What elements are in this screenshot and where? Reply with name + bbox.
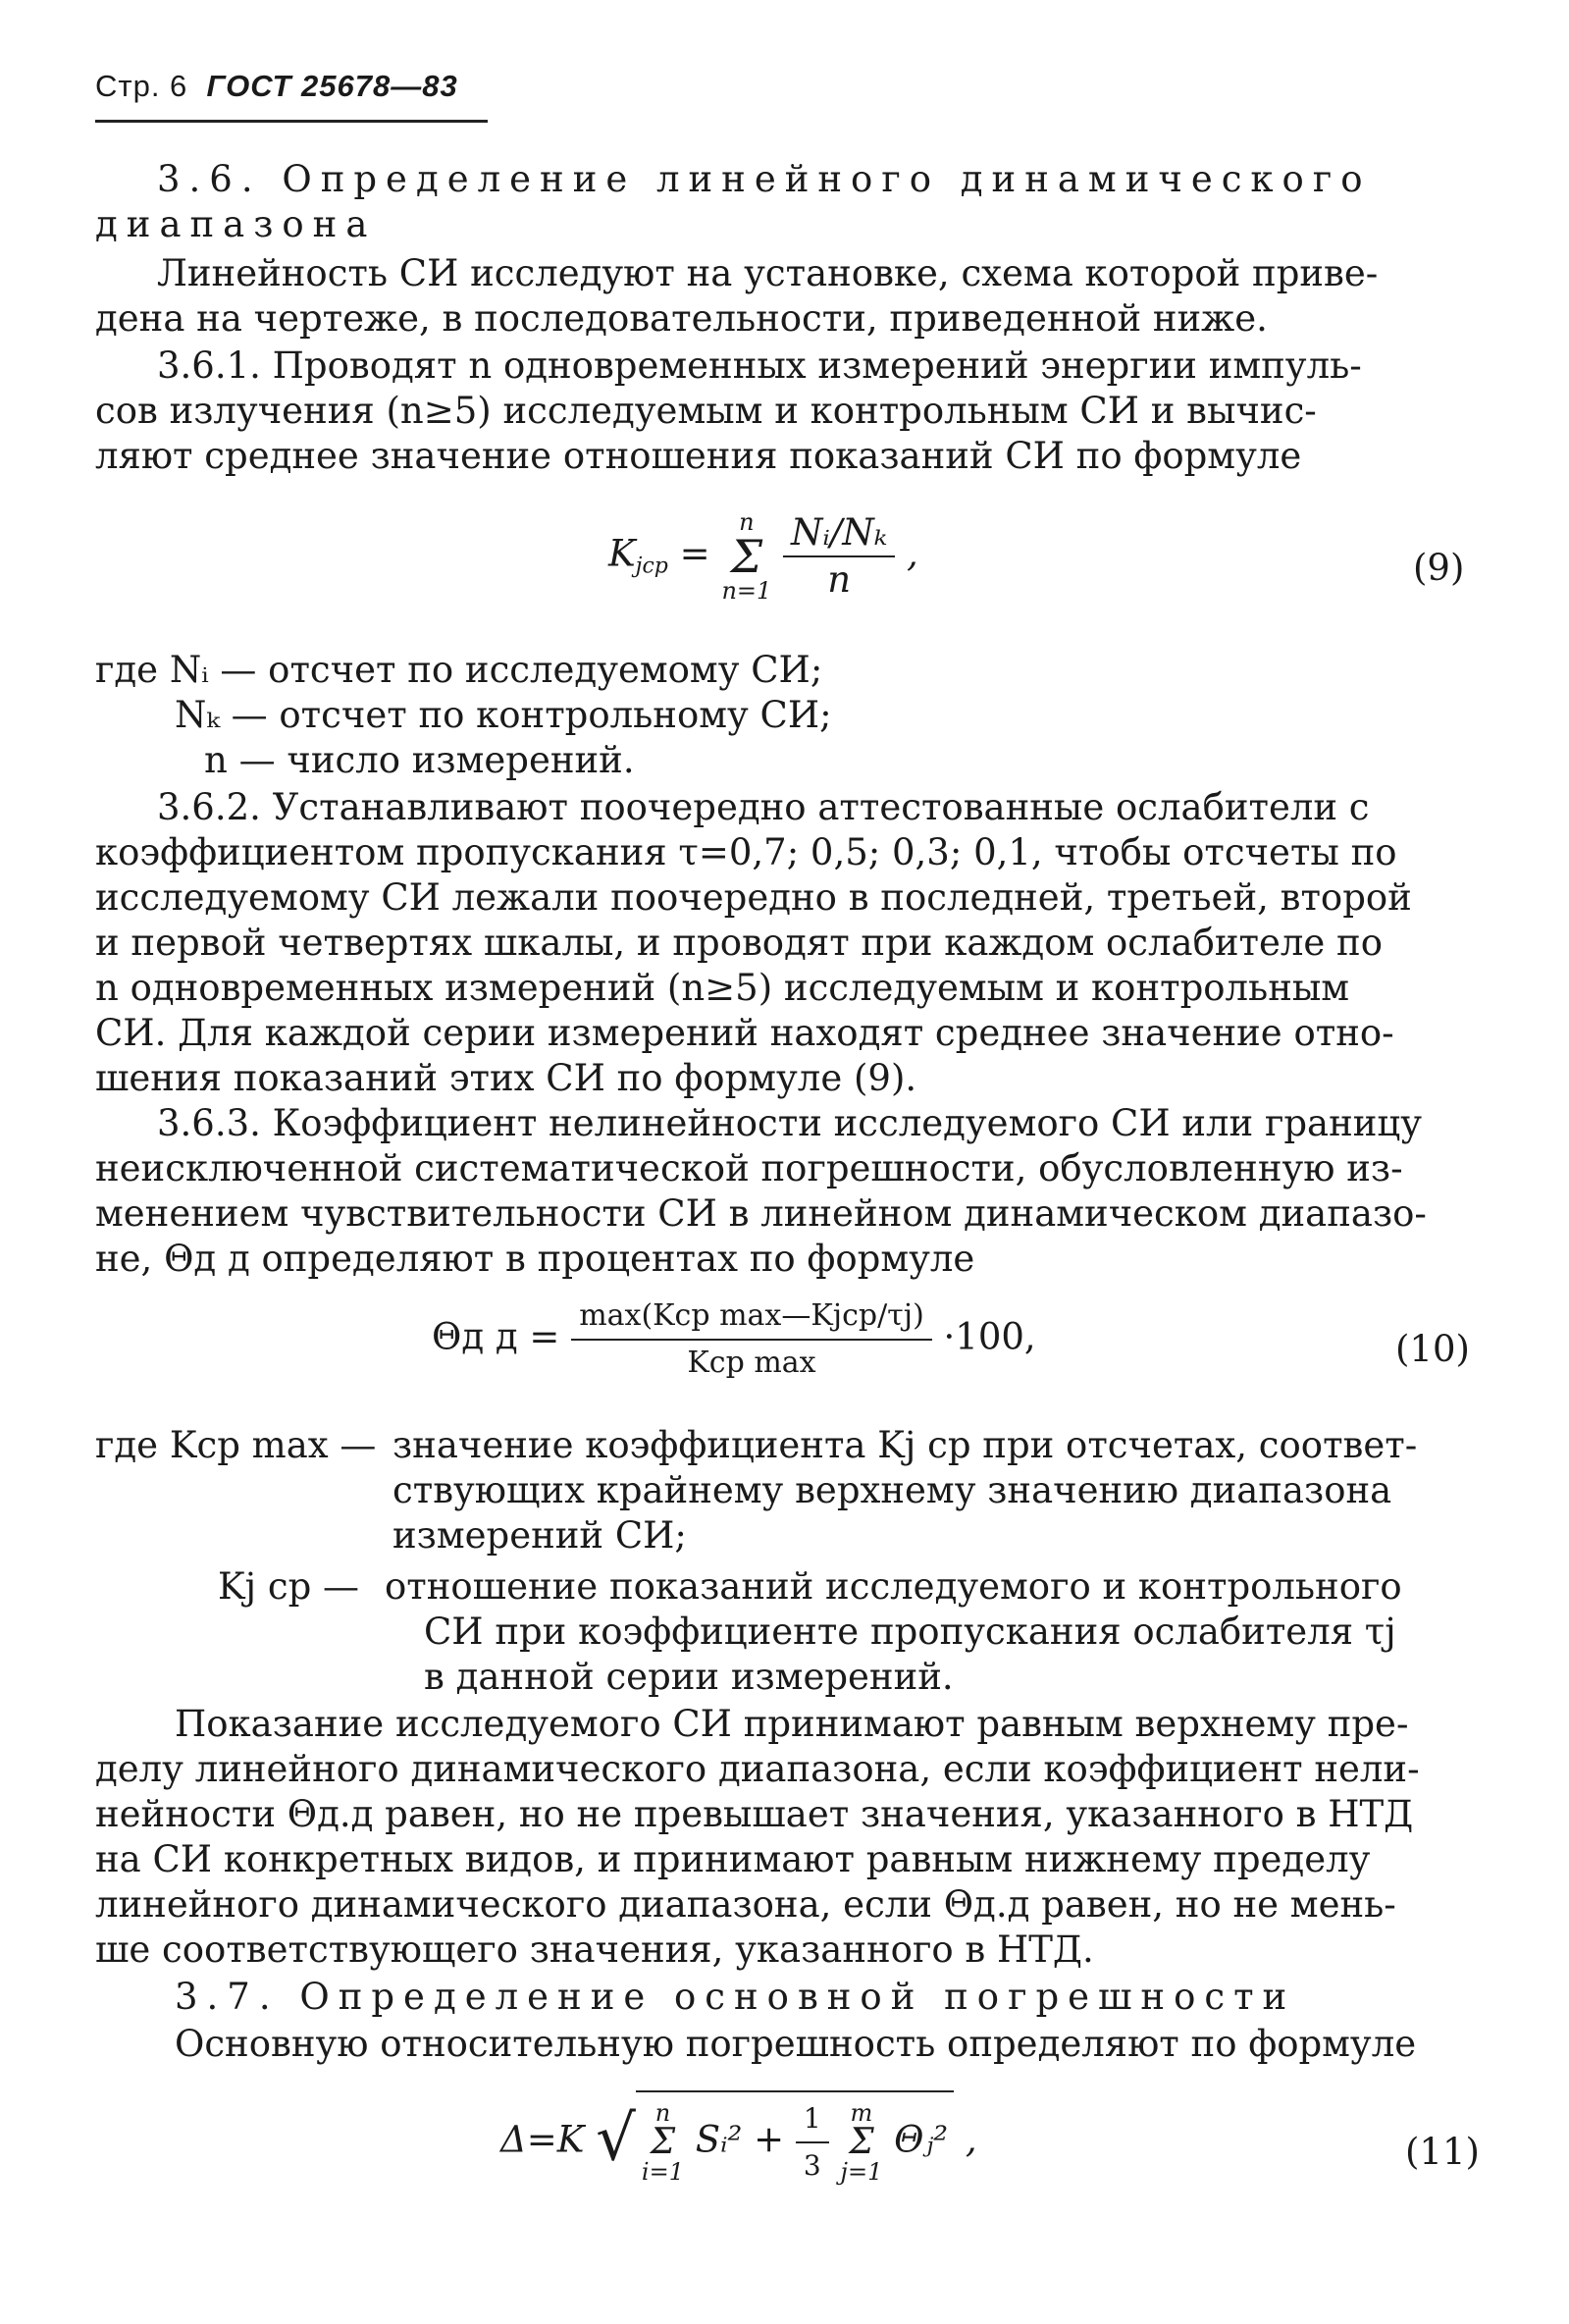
section-title-a: Определение линейного динамического	[282, 158, 1372, 200]
page-number: Стр. 6	[95, 69, 188, 103]
sigma-symbol: Σ	[849, 2122, 874, 2162]
para-line-6: ше соответствующего значения, указанного в НТД.	[95, 1928, 1094, 1971]
formula-9	[608, 510, 918, 603]
f11-frac-den: 3	[803, 2149, 821, 2182]
s362-line-2: коэффициентом пропускания τ=0,7; 0,5; 0,3; 0,1, чтобы отсчеты по	[95, 831, 1397, 873]
sqrt-icon: √	[596, 2102, 636, 2176]
f9-sum	[721, 510, 771, 603]
where10-a-line-1: значение коэффициента Kj ср при отсчетах, соответ-	[392, 1424, 1418, 1466]
f9-numerator: Nᵢ/Nₖ	[783, 510, 895, 557]
f11-sum1-bottom: i=1	[641, 2158, 684, 2186]
para-line-2: делу линейного динамического диапазона, если коэффициент нели-	[95, 1748, 1420, 1790]
f9-sum-top: n	[739, 508, 755, 536]
para-line-1: Показание исследуемого СИ принимают равным верхнему пре-	[175, 1703, 1409, 1745]
f9-eq: =	[679, 532, 710, 575]
s361-line-2: сов излучения (n≥5) исследуемым и контрольным СИ и вычис-	[95, 390, 1317, 432]
where10-b-line-1: отношение показаний исследуемого и контрольного	[385, 1565, 1402, 1608]
page-header	[95, 69, 458, 104]
f11-fraction	[796, 2096, 829, 2189]
section-3-7-number: 3.7.	[175, 1976, 280, 2018]
f10-numerator: max(Kср max—Kjср/τj)	[571, 1294, 932, 1341]
formula-9-label: (9)	[1413, 547, 1465, 589]
f10-tail: ·100,	[943, 1315, 1036, 1358]
intro-line-1: Линейность СИ исследуют на установке, схема которой приве-	[157, 252, 1379, 294]
where9-line-1: где Nᵢ — отсчет по исследуемому СИ;	[95, 649, 823, 691]
f9-lhs: K	[608, 532, 636, 575]
formula-10-label: (10)	[1395, 1328, 1470, 1370]
f10-lhs: Θд д =	[432, 1315, 560, 1358]
s361-line-3: ляют среднее значение отношения показаний СИ по формуле	[95, 435, 1302, 477]
s362-line-3: исследуемому СИ лежали поочередно в последней, третьей, второй	[95, 876, 1412, 919]
s362-line-4: и первой четвертях шкалы, и проводят при каждом ослабителе по	[95, 922, 1383, 964]
section-number: 3.6.	[157, 158, 262, 200]
where10-a-line-3: измерений СИ;	[392, 1514, 687, 1557]
where10-b-head: Kj ср —	[218, 1565, 360, 1608]
f11-sum-2	[841, 2101, 883, 2184]
f11-lhs: Δ=K	[500, 2118, 585, 2161]
gost-number: ГОСТ 25678—83	[206, 69, 458, 103]
section-3-6-heading	[157, 157, 1482, 202]
header-rule	[95, 120, 488, 123]
where9-line-3: n — число измерений.	[204, 739, 635, 781]
f11-sum-1	[642, 2101, 684, 2184]
para-line-4: на СИ конкретных видов, и принимают равным нижнему пределу	[95, 1838, 1371, 1880]
s362-line-5: n одновременных измерений (n≥5) исследуемым и контрольным	[95, 967, 1350, 1009]
f9-tail: ,	[906, 532, 918, 575]
sigma-symbol: Σ	[650, 2122, 676, 2162]
where10-a-head: где Kср max —	[95, 1424, 377, 1466]
f11-plus: +	[754, 2118, 785, 2161]
f11-radicand	[636, 2090, 954, 2189]
f11-sum2-bottom: j=1	[840, 2158, 883, 2186]
intro-line-2: дена на чертеже, в последовательности, приведенной ниже.	[95, 297, 1268, 340]
s363-line-3: менением чувствительности СИ в линейном динамическом диапазо-	[95, 1192, 1427, 1235]
f10-fraction	[571, 1294, 932, 1386]
f9-lhs-sub: jср	[635, 554, 668, 579]
s362-line-6: СИ. Для каждой серии измерений находят среднее значение отно-	[95, 1012, 1394, 1054]
s362-line-7: шения показаний этих СИ по формуле (9).	[95, 1057, 917, 1099]
s362-line-1: 3.6.2. Устанавливают поочередно аттестованные ослабители с	[157, 786, 1370, 828]
section-3-7-heading	[175, 1975, 1295, 2020]
s363-line-4: не, Θд д определяют в процентах по формуле	[95, 1238, 975, 1280]
s361-line-1: 3.6.1. Проводят n одновременных измерений энергии импуль-	[157, 344, 1362, 387]
s37-text: Основную относительную погрешность определяют по формуле	[175, 2023, 1417, 2065]
para-line-3: нейности Θд.д равен, но не превышает значения, указанного в НТД	[95, 1793, 1414, 1835]
f11-tail: ,	[965, 2118, 977, 2161]
where10-b-line-3: в данной серии измерений.	[424, 1656, 954, 1698]
section-3-7-title: Определение основной погрешности	[299, 1976, 1296, 2018]
where10-b-line-2: СИ при коэффициенте пропускания ослабителя τj	[424, 1611, 1396, 1653]
formula-10	[432, 1294, 1036, 1386]
f11-frac-num: 1	[796, 2096, 829, 2143]
sigma-symbol: Σ	[730, 530, 763, 583]
formula-11-label: (11)	[1405, 2131, 1480, 2173]
f9-fraction	[783, 510, 895, 603]
f11-sum1-top: n	[654, 2099, 671, 2127]
s363-line-2: неисключенной систематической погрешности, обусловленную из-	[95, 1147, 1403, 1189]
f9-sum-bottom: n=1	[721, 577, 772, 605]
s363-line-1: 3.6.3. Коэффициент нелинейности исследуемого СИ или границу	[157, 1102, 1422, 1144]
f9-denominator: n	[827, 558, 852, 601]
f11-sum2-top: m	[850, 2099, 873, 2127]
f10-denominator: Kср max	[687, 1346, 816, 1380]
where10-a-line-2: ствующих крайнему верхнему значению диапазона	[392, 1469, 1392, 1511]
f11-term-1: Sᵢ²	[695, 2118, 743, 2161]
section-3-6-heading-cont: диапазона	[95, 203, 377, 245]
formula-11	[500, 2090, 977, 2189]
para-line-5: линейного динамического диапазона, если Θд.д равен, но не мень-	[95, 1883, 1396, 1926]
f11-term-2: Θⱼ²	[894, 2118, 949, 2161]
where9-line-2: Nₖ — отсчет по контрольному СИ;	[175, 694, 832, 736]
